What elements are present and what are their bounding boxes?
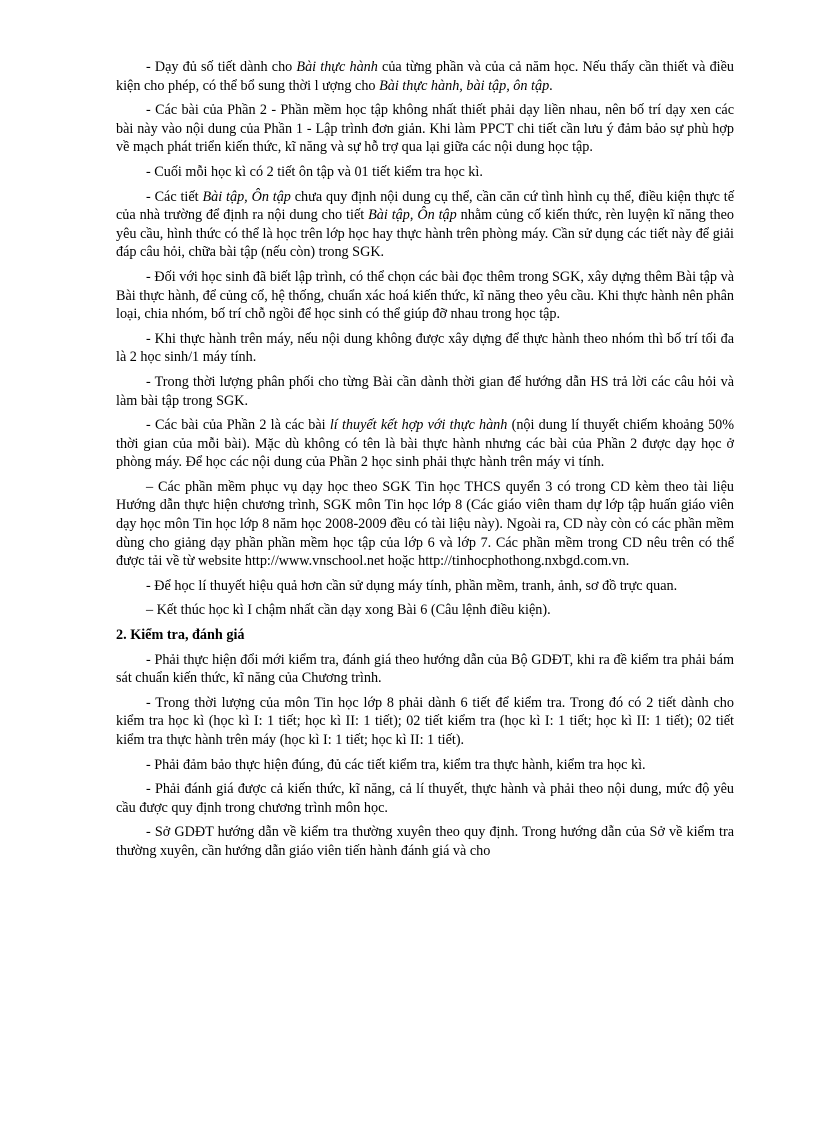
text-run: , [409,207,418,224]
paragraph [116,601,734,620]
paragraph [116,823,734,860]
paragraph [116,101,734,157]
text-run: (nội dung lí thuyết chiếm khoảng 50% thời gian của mỗi bài). Mặc dù không có tên là bài thực hành nhưng các bài của Phần 2 được dạy học ở phòng máy. Để học các nội dung của Phần 2 học sinh phải thực hành trên máy vi tính. [116,417,735,471]
text-run: - Để học lí thuyết hiệu quả hơn cần sử dụng máy tính, phần mềm, tranh, ảnh, sơ đồ trực quan. [146,577,678,594]
text-run: của từng phần và của cả năm học. Nếu thấy cần thiết và điều kiện cho phép, có thể bổ sung thời l ượng cho [116,59,734,94]
guidelines-section [116,58,734,620]
italic-text: lí thuyết kết hợp với thực hành [329,417,508,434]
text-run: - Các tiết [146,188,203,205]
assessment-section [116,651,734,861]
paragraph [116,478,734,571]
paragraph [116,373,734,410]
text-run: - Trong thời lượng phân phối cho từng Bài cần dành thời gian để hướng dẫn HS trả lời các câu hỏi và làm bài tập trong SGK. [116,373,734,409]
text-run: - Các bài của Phần 2 là các bài [146,417,330,434]
text-run: - Đối với học sinh đã biết lập trình, có thể chọn các bài đọc thêm trong SGK, xây dựng thêm Bài tập và Bài thực hành, để củng cố, hệ thống, chuẩn xác hoá kiến thức, kĩ năng theo yêu cầu. Khi thực hành nên phân loại, chia nhóm, bố trí chỗ ngồi để học sinh có thể giúp đỡ nhau trong học tập. [116,268,734,323]
italic-text: Bài thực hành, bài tập, ôn tập [379,77,550,94]
paragraph [116,651,734,688]
italic-text: Bài thực hành [296,59,378,75]
text-run: - Sở GDĐT hướng dẫn về kiểm tra thường xuyên theo quy định. Trong hướng dẫn của Sở về kiểm tra thường xuyên, cần hướng dẫn giáo viên tiến hành đánh giá và cho [116,824,734,859]
paragraph [116,756,734,775]
paragraph [116,330,734,367]
text-run: – Kết thúc học kì I chậm nhất cần dạy xong Bài 6 (Câu lệnh điều kiện). [146,602,551,619]
paragraph [116,58,734,95]
text-run: - Các bài của Phần 2 - Phần mềm học tập không nhất thiết phải dạy liền nhau, nên bố trí dạy xen các bài này vào nội dung của Phần 1 - Lập trình đơn giản. Khi làm PPCT chi tiết cần lưu ý đảm bảo sự phù hợp về mạch phát triển kiến thức, kĩ năng và sự hỗ trợ qua lại giữa các nội dung học tập. [116,102,734,156]
paragraph [116,188,734,262]
text-run: . [549,77,553,94]
text-run: - Phải đánh giá được cả kiến thức, kĩ năng, cả lí thuyết, thực hành và phải theo nội dung, mức độ yêu cầu được quy định trong chương trình môn học. [116,781,734,816]
text-run: - Trong thời lượng của môn Tin học lớp 8 phải dành 6 tiết để kiểm tra. Trong đó có 2 tiết dành cho kiểm tra học kì (học kì I: 1 tiết; học kì II: 1 tiết); 02 tiết kiểm tra (học kì I: 1 tiết; học kì II: 1 tiết); 02 tiết kiểm tra thực hành trên máy (học kì I: 1 tiết; học kì II: 1 tiết). [116,694,734,748]
document-page [116,58,734,861]
text-run: - Cuối mỗi học kì có 2 tiết ôn tập và 01 tiết kiểm tra học kì. [146,163,483,180]
text-run: - Dạy đủ số tiết dành cho [146,59,297,75]
text-run: – Các phần mềm phục vụ dạy học theo SGK Tin học THCS quyển 3 có trong CD kèm theo tài liệu Hướng dẫn thực hiện chương trình, SGK môn Tin học lớp 8 (Các giáo viên tham dự lớp tập huấn giáo viên dạy học môn Tin học lớp 8 năm học 2008-2009 đều có tài liệu này). Ngoài ra, CD này còn có các phần mềm dùng cho giảng dạy phần phần mềm học tập của lớp 6 và lớp 7. Các phần mềm trong CD nêu trên có thể được tải về từ website http://www.vnschool.net hoặc http://tinhocphothong.nxbgd.com.vn. [116,478,734,570]
italic-text: Bài tập, Ôn tập [202,188,291,205]
italic-text: Bài tập [368,207,410,224]
text-run: chưa quy định nội dung cụ thể, cần căn cứ tình hình cụ thể, điều kiện thực tế của nhà trường để định ra nội dung cho tiết [116,188,735,224]
paragraph [116,694,734,750]
text-run: nhằm củng cố kiến thức, rèn luyện kĩ năng theo yêu cầu, hình thức có thể là học trên lớp học hay thực hành trên phòng máy. Cần sử dụng các tiết này để giải đáp câu hỏi, chữa bài tập (nếu còn) trong SGK. [116,207,735,261]
section-heading: 2. Kiểm tra, đánh giá [116,627,245,644]
text-run: - Phải đảm bảo thực hiện đúng, đủ các tiết kiểm tra, kiểm tra thực hành, kiểm tra học kì. [146,756,646,773]
paragraph [116,416,734,472]
paragraph [116,780,734,817]
italic-text: Ôn tập [417,207,457,224]
text-run: - Phải thực hiện đổi mới kiểm tra, đánh giá theo hướng dẫn của Bộ GDĐT, khi ra đề kiểm tra phải bám sát chuẩn kiến thức, kĩ năng của Chương trình. [116,651,734,687]
text-run: - Khi thực hành trên máy, nếu nội dung không được xây dựng để thực hành theo nhóm thì bố trí tối đa là 2 học sinh/1 máy tính. [116,330,734,366]
paragraph [116,268,734,324]
paragraph [116,577,734,596]
paragraph [116,163,734,182]
